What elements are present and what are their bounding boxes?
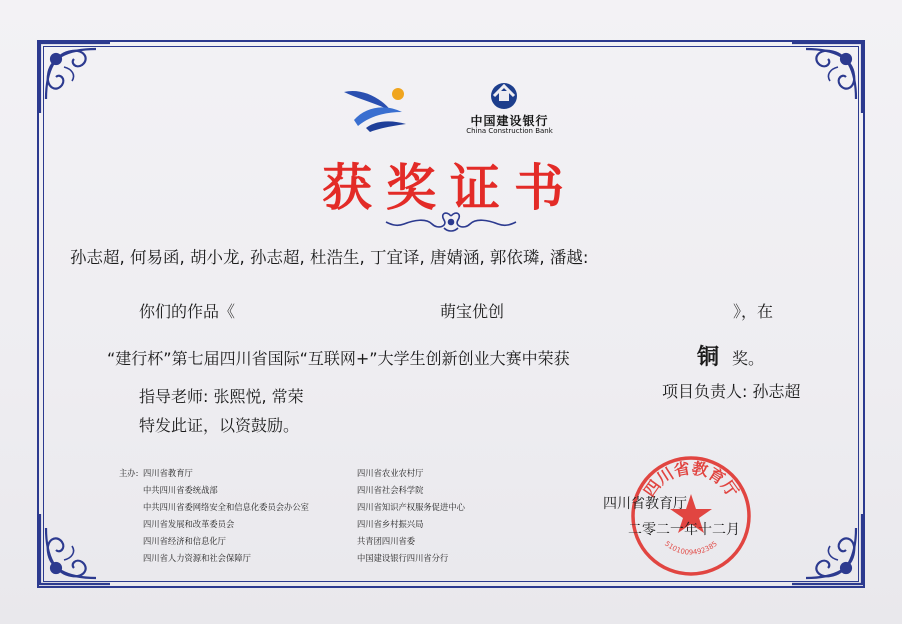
contest-logo — [340, 82, 420, 134]
bank-name-cn: 中国建设银行 — [470, 114, 549, 128]
award-level: 铜 — [697, 345, 720, 370]
award-suffix: 奖。 — [732, 349, 765, 368]
contest-line: “建行杯”第七届四川省国际“互联网+”大学生创新创业大赛中荣获 — [107, 349, 570, 368]
certificate-title: 获奖证书 — [322, 158, 578, 217]
organizer-right-1: 四川省农业农村厅 — [357, 468, 424, 478]
work-title: 萌宝优创 — [440, 302, 505, 321]
svg-text:5101009492385 — [663, 540, 719, 557]
organizers-label: 主办: — [119, 468, 139, 478]
corner-ornament-top-right — [788, 39, 866, 117]
seal-arc-text: 四川省教育厅 — [639, 458, 743, 501]
work-prefix: 你们的作品《 — [139, 302, 236, 321]
organizer-left-1: 四川省教育厅 — [143, 468, 193, 478]
issue-date: 二零二一年十二月 — [628, 522, 740, 538]
corner-ornament-bottom-left — [36, 510, 114, 588]
project-leader-line: 项目负责人: 孙志超 — [662, 382, 801, 401]
organizer-right-2: 四川省社会科学院 — [357, 485, 424, 495]
organizer-left-2: 中共四川省委统战部 — [143, 485, 218, 495]
work-suffix: 》，在 — [733, 302, 774, 321]
corner-ornament-bottom-right — [788, 510, 866, 588]
organizer-right-5: 共青团四川省委 — [357, 536, 416, 546]
bank-name-en: China Construction Bank — [466, 127, 553, 135]
organizer-left-4: 四川省发展和改革委员会 — [143, 519, 235, 529]
organizer-right-3: 四川省知识产权服务促进中心 — [357, 502, 465, 512]
flourish-ornament — [384, 210, 518, 236]
advisor-line: 指导老师: 张熙悦, 常荣 — [139, 387, 304, 406]
organizer-right-6: 中国建设银行四川省分行 — [357, 553, 449, 563]
honor-line: 特发此证，以资鼓励。 — [139, 416, 300, 435]
seal-number: 5101009492385 — [663, 539, 719, 557]
corner-ornament-top-left — [36, 39, 114, 117]
organizer-left-6: 四川省人力资源和社会保障厅 — [143, 553, 251, 563]
organizer-left-5: 四川省经济和信息化厅 — [143, 536, 226, 546]
recipient-names: 孙志超, 何易函, 胡小龙, 孙志超, 杜浩生, 丁宜译, 唐婧涵, 郭依璘, 潘越: — [70, 248, 589, 267]
organizer-left-3: 中共四川省委网络安全和信息化委员会办公室 — [143, 502, 309, 512]
issuer-name: 四川省教育厅 — [603, 496, 687, 512]
official-seal — [627, 452, 755, 580]
organizer-right-4: 四川省乡村振兴局 — [357, 519, 424, 529]
